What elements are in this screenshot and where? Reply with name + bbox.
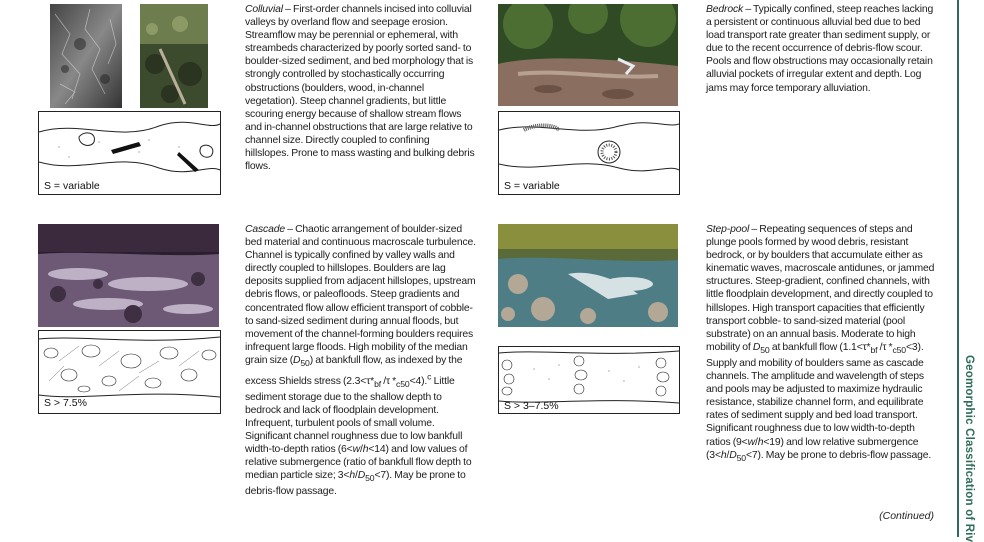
cascade-slope-label: S > 7.5% xyxy=(44,397,87,409)
bedrock-text: – Typically confined, steep reaches lacking a persistent or continuous alluvial bed due to bed load transport rate greater than sediment supply, or due to the recent occurrence of debris-flow scour. Pools and flow obstructions may occasionally retain alluvial pockets of irregular extent and depth. Log jams may force temporary alluviation. xyxy=(706,4,934,94)
side-running-title: Geomorphic Classification of Riv xyxy=(963,355,975,542)
side-rule xyxy=(957,0,959,537)
bedrock-photo xyxy=(498,4,678,106)
bedrock-channel-diagram xyxy=(498,111,680,195)
bedrock-slope-label: S = variable xyxy=(504,180,560,192)
step-pool-channel-diagram xyxy=(498,346,680,414)
cascade-channel-diagram xyxy=(38,330,221,414)
step-pool-term: Step-pool xyxy=(706,224,750,235)
bedrock-term: Bedrock xyxy=(706,4,744,15)
step-pool-text: – Repeating sequences of steps and plunge pools formed by wood debris, resistant bedrock, or by boulders that accumulate either as kinematic waves, macroscale antidunes, or jammed structures. Steep-gradient, confined channels, with little floodplain development, and directly coupled to hillslopes. High transport capacities that efficiently transport cobble- to sand-sized material (pool substrate) on an annual basis. Moderate to high mobility of $D_{50}$ at bankfull flow ($1.1<\tau*_{bf}$ /τ $*_{c50}<3$). Supply and mobility of boulders same as cascade channels. The amplitude and wavelength of steps and pools may be adjusted to maximize hydraulic resistance, stabilize channel form, and equilibrate rates of sediment supply and bed load transport. Significant roughness due to low width-to-depth ratios (9<w/h<19) and low relative submergence $(3<h/D_{50}<7)$. May be prone to debris-flow passage. xyxy=(706,224,935,463)
colluvial-description xyxy=(245,3,475,173)
colluvial-photo-2 xyxy=(140,4,208,108)
cascade-photo xyxy=(38,224,219,327)
bedrock-description xyxy=(706,3,938,95)
colluvial-photo-1 xyxy=(50,4,122,108)
step-pool-description xyxy=(706,223,938,465)
colluvial-text: – First-order channels incised into colluvial valleys by overland flow and seepage erosion. Streamflow may be perennial or ephemeral, with streambeds characterized by poorly sorted sand- to boulder-sized sediment, and bed morphology that is strongly controlled by stochastically occurring obstructions (boulders, wood, in-channel vegetation). Steep channel gradients, but little scouring energy because of shallow stream flows and in-channel obstructions that are large relative to channel size. Directly coupled to confining hillslopes. Prone to mass wasting and bulking debris flows. xyxy=(245,4,475,173)
colluvial-term: Colluvial xyxy=(245,4,283,15)
cascade-term: Cascade xyxy=(245,224,285,235)
colluvial-channel-diagram xyxy=(38,111,221,195)
cascade-text: – Chaotic arrangement of boulder-sized bed material and continuous macroscale turbulence. Channel is typically confined by valley walls and directly coupled to hillslopes. Boulders are lag deposits supplied from adjacent hillslopes, upstream debris flows, or paleofloods. Steep gradients and concentrated flow allow efficient transport of cobble- to sand-sized sediment during annual floods, but movement of the channel-forming boulders requires infrequent large floods. High mobility of the median grain size $(D_{50})$ at bankfull flow, as indexed by the excess Shields stress ($2.3<\tau*_{bf}$ /τ $*_{c50}<4).^c$ Little sediment storage due to the shallow depth to bedrock and lack of floodplain development. Infrequent, turbulent pools of small volume. Significant channel roughness due to low bankfull width-to-depth ratios (6<w/h<14) and low values of relative submergence (ratio of bankfull flow depth to median particle size; $3<h/D_{50}<7$). May be prone to debris-flow passage. xyxy=(245,224,476,498)
cascade-description xyxy=(245,223,477,499)
step-pool-photo xyxy=(498,224,678,327)
step-pool-slope-label: S > 3–7.5% xyxy=(504,400,559,412)
colluvial-slope-label: S = variable xyxy=(44,180,100,192)
continued-note: (Continued) xyxy=(879,510,934,522)
